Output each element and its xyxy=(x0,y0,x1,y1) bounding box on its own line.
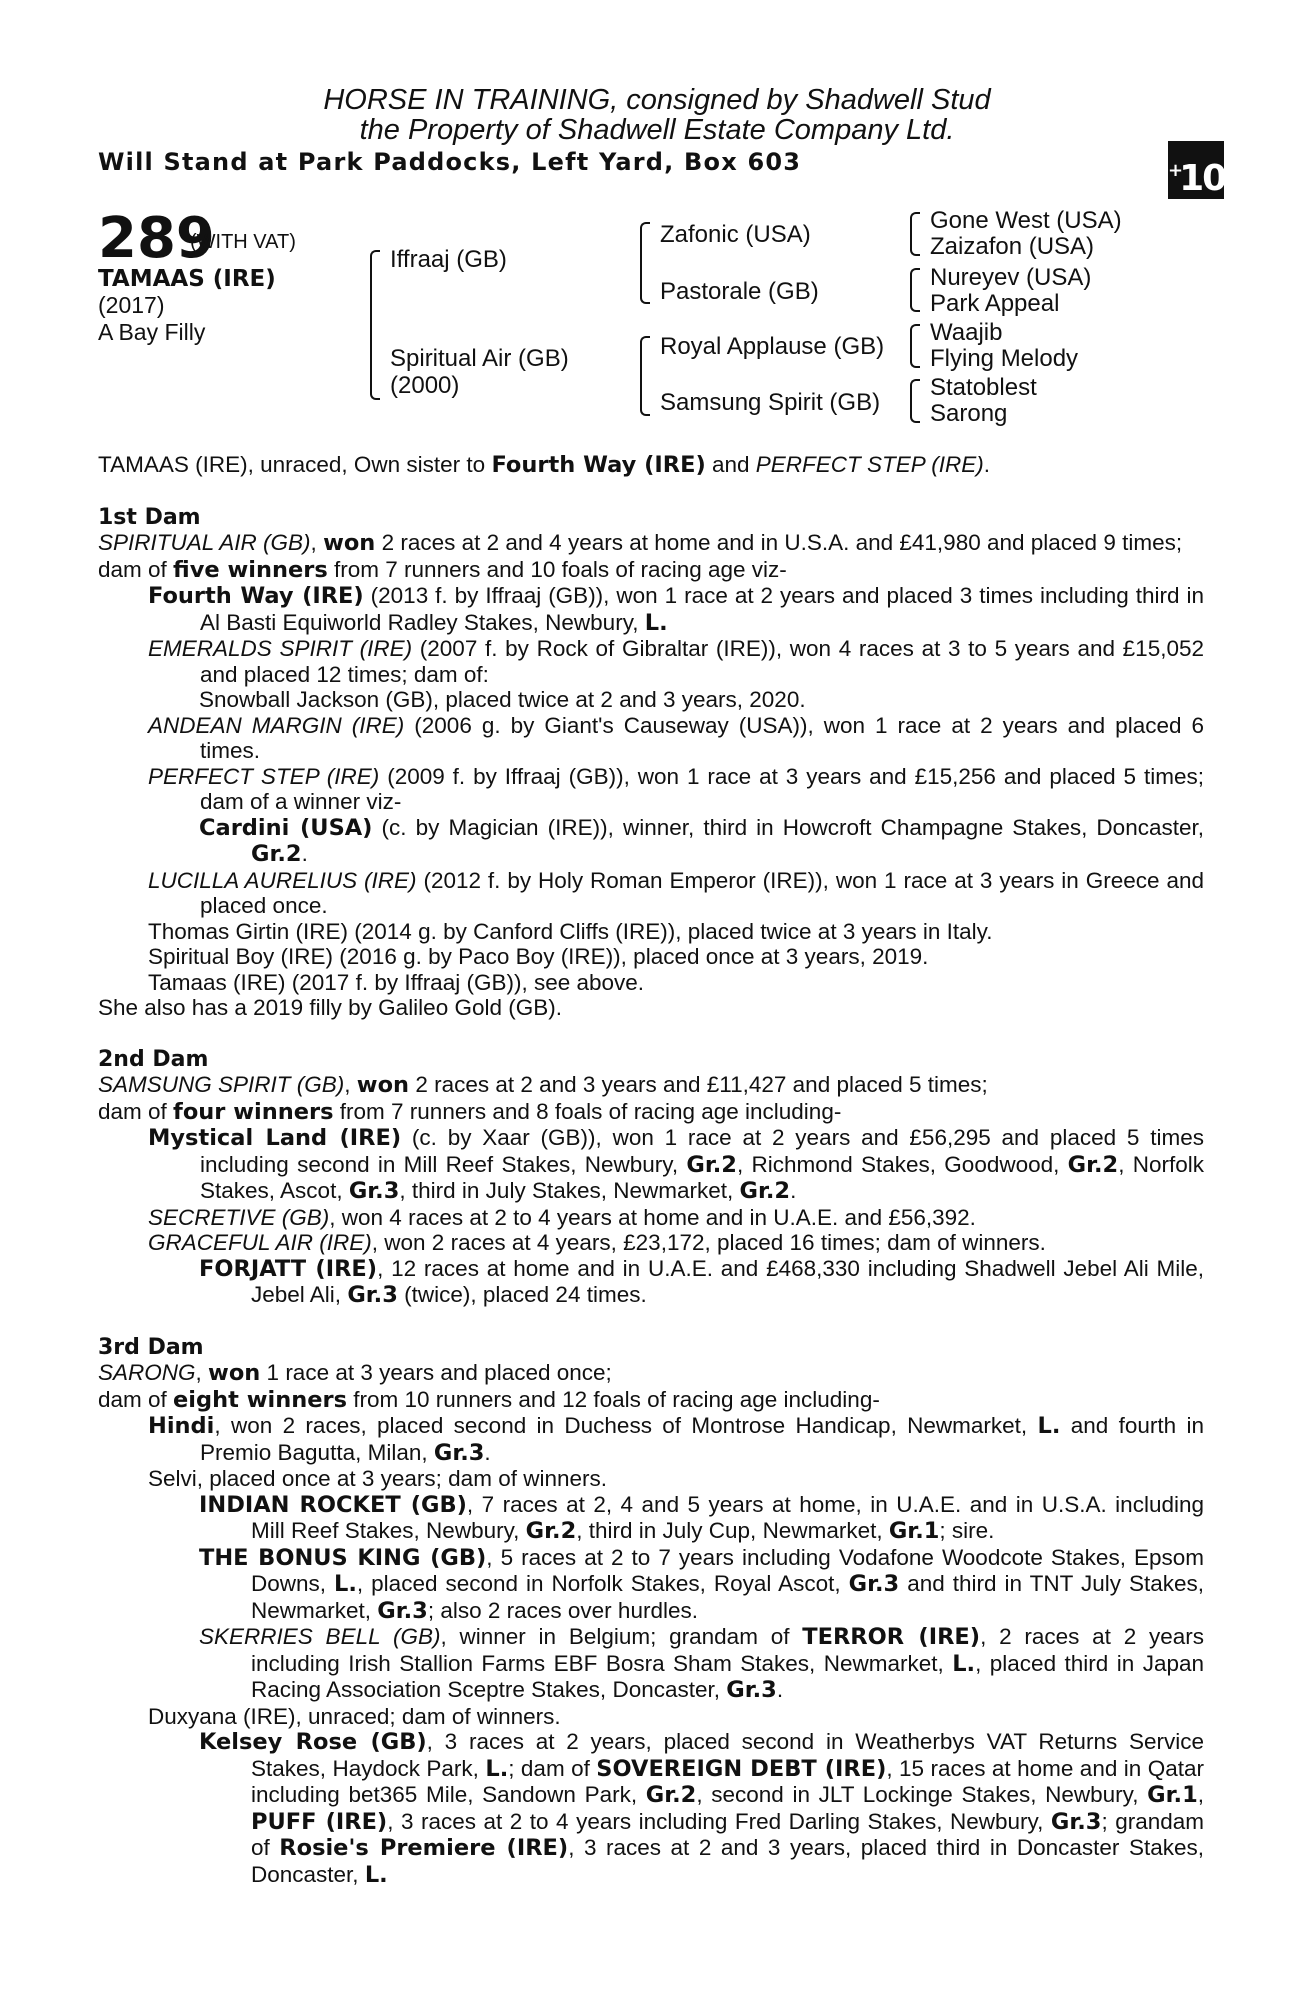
dam-summary: SARONG, won 1 race at 3 years and placed once; xyxy=(98,1360,612,1386)
produce-entry: SKERRIES BELL (GB), winner in Belgium; grandam of TERROR (IRE), 2 races at 2 years including Irish Stallion Farms EBF Bosra Sham Stakes, Newmarket, L., placed third in Japan Racing Association Sceptre Stakes, Doncaster, Gr.3. xyxy=(199,1624,1204,1703)
produce-entry: LUCILLA AURELIUS (IRE) (2012 f. by Holy Roman Emperor (IRE)), won 1 race at 3 years in Greece and placed once. xyxy=(148,867,1204,918)
horse-description: A Bay Filly xyxy=(98,319,206,345)
produce-entry: Thomas Girtin (IRE) (2014 g. by Canford Cliffs (IRE)), placed twice at 3 years in Italy. xyxy=(148,918,993,944)
pedigree-sdd: Park Appeal xyxy=(930,290,1060,317)
intro-paragraph: TAMAAS (IRE), unraced, Own sister to Fourth Way (IRE) and PERFECT STEP (IRE). xyxy=(98,452,990,478)
section-heading: 3rd Dam xyxy=(98,1334,204,1360)
produce-entry: THE BONUS KING (GB), 5 races at 2 to 7 years including Vodafone Woodcote Stakes, Epsom Downs, L., placed second in Norfolk Stakes, Royal Ascot, Gr.3 and third in TNT July Stakes, Newmarket, Gr.3; also 2 races over hurdles. xyxy=(199,1544,1205,1624)
dam-summary: SPIRITUAL AIR (GB), won 2 races at 2 and 4 years at home and in U.S.A. and £41,980 and placed 9 times; xyxy=(98,530,1183,556)
section-heading: 2nd Dam xyxy=(98,1046,209,1072)
first-dam-section xyxy=(98,505,1204,1021)
dam-produce-summary: dam of four winners from 7 runners and 8 foals of racing age including- xyxy=(98,1098,842,1125)
produce-entry: Cardini (USA) (c. by Magician (IRE)), winner, third in Howcroft Champagne Stakes, Doncaster, Gr.2. xyxy=(199,814,1204,867)
pedigree-sire: Iffraaj (GB) xyxy=(390,246,507,273)
section-heading: 1st Dam xyxy=(98,504,201,530)
produce-entry: Duxyana (IRE), unraced; dam of winners. xyxy=(148,1703,561,1729)
produce-entry: Spiritual Boy (IRE) (2016 g. by Paco Boy (IRE)), placed once at 3 years, 2019. xyxy=(148,944,929,969)
lot-number: 289 xyxy=(98,206,215,271)
produce-entry: Fourth Way (IRE) (2013 f. by Iffraaj (GB)), won 1 race at 2 years and placed 3 times including third in Al Basti Equiworld Radley Stakes, Newbury, L. xyxy=(148,583,1204,636)
produce-entry: Snowball Jackson (GB), placed twice at 2 and 3 years, 2020. xyxy=(199,687,806,712)
pedigree-sds: Nureyev (USA) xyxy=(930,264,1092,291)
produce-entry: FORJATT (IRE), 12 races at home and in U.A.E. and £468,330 including Shadwell Jebel Ali Mile, Jebel Ali, Gr.3 (twice), placed 24 times. xyxy=(199,1255,1204,1308)
produce-entry: INDIAN ROCKET (GB), 7 races at 2, 4 and 5 years at home, in U.A.E. and in U.S.A. including Mill Reef Stakes, Newbury, Gr.2, third in July Cup, Newmarket, Gr.1; sire. xyxy=(199,1491,1204,1544)
produce-entry: PERFECT STEP (IRE) (2009 f. by Iffraaj (GB)), won 1 race at 3 years and £15,256 and placed 5 times; dam of a winner viz- xyxy=(148,763,1204,814)
lot-badge xyxy=(1168,141,1224,199)
horse-year: (2017) xyxy=(98,292,165,318)
badge-plus: + xyxy=(1168,160,1182,181)
third-dam-section xyxy=(98,1335,1204,1889)
produce-entry: SECRETIVE (GB), won 4 races at 2 to 4 years at home and in U.A.E. and £56,392. xyxy=(148,1204,976,1230)
pedigree-dam-sire: Royal Applause (GB) xyxy=(660,333,885,360)
header-property: the Property of Shadwell Estate Company Ltd. xyxy=(359,114,955,146)
second-dam-section xyxy=(98,1047,1204,1309)
pedigree-dam-dam: Samsung Spirit (GB) xyxy=(660,389,881,416)
produce-entry: Hindi, won 2 races, placed second in Duchess of Montrose Handicap, Newmarket, L. and fourth in Premio Bagutta, Milan, Gr.3. xyxy=(148,1413,1204,1466)
pedigree-sire-dam: Pastorale (GB) xyxy=(660,278,819,305)
catalogue-body xyxy=(98,452,1204,1888)
produce-entry: ANDEAN MARGIN (IRE) (2006 g. by Giant's Causeway (USA)), won 1 race at 2 years and placed 6 times. xyxy=(148,712,1204,763)
dam-summary: SAMSUNG SPIRIT (GB), won 2 races at 2 and 3 years and £11,427 and placed 5 times; xyxy=(98,1072,988,1098)
pedigree-dam-year: (2000) xyxy=(390,372,460,399)
dam-produce-summary: dam of eight winners from 10 runners and 12 foals of racing age including- xyxy=(98,1386,880,1413)
header-consignor: HORSE IN TRAINING, consigned by Shadwell Stud xyxy=(323,84,991,116)
horse-name: TAMAAS (IRE) xyxy=(98,266,276,292)
pedigree-dss: Waajib xyxy=(930,319,1003,346)
pedigree-brace xyxy=(910,268,920,312)
pedigree-ddd: Sarong xyxy=(930,400,1008,427)
pedigree-dam: Spiritual Air (GB) xyxy=(390,345,569,372)
produce-entry: GRACEFUL AIR (IRE), won 2 races at 4 years, £23,172, placed 16 times; dam of winners. xyxy=(148,1230,1046,1255)
pedigree-brace xyxy=(640,336,650,416)
pedigree-dsd: Flying Melody xyxy=(930,345,1079,372)
pedigree-brace xyxy=(370,250,380,400)
dam-produce-summary: dam of five winners from 7 runners and 10 foals of racing age viz- xyxy=(98,556,787,583)
produce-entry: Tamaas (IRE) (2017 f. by Iffraaj (GB)), see above. xyxy=(148,969,645,995)
produce-entry: Selvi, placed once at 3 years; dam of winners. xyxy=(148,1466,607,1491)
pedigree-brace xyxy=(910,379,920,423)
lot-vat: (WITH VAT) xyxy=(190,231,296,253)
pedigree-brace xyxy=(640,222,650,304)
badge-number: 10 xyxy=(1179,158,1226,199)
pedigree-brace xyxy=(910,324,920,368)
pedigree-ssd: Zaizafon (USA) xyxy=(930,233,1095,260)
pedigree-sss: Gone West (USA) xyxy=(930,207,1122,234)
produce-entry: EMERALDS SPIRIT (IRE) (2007 f. by Rock of Gibraltar (IRE)), won 4 races at 3 to 5 years and £15,052 and placed 12 times; dam of: xyxy=(148,636,1204,687)
produce-note: She also has a 2019 filly by Galileo Gold (GB). xyxy=(98,995,562,1020)
pedigree-sire-sire: Zafonic (USA) xyxy=(660,221,811,248)
produce-entry: Mystical Land (IRE) (c. by Xaar (GB)), won 1 race at 2 years and £56,295 and placed 5 times including second in Mill Reef Stakes, Newbury, Gr.2, Richmond Stakes, Goodwood, Gr.2, Norfolk Stakes, Ascot, Gr.3, third in July Stakes, Newmarket, Gr.2. xyxy=(148,1125,1204,1204)
produce-entry: Kelsey Rose (GB), 3 races at 2 years, placed second in Weatherbys VAT Returns Service Stakes, Haydock Park, L.; dam of SOVEREIGN DEBT (IRE), 15 races at home and in Qatar including bet365 Mile, Sandown Park, Gr.2, second in JLT Lockinge Stakes, Newbury, Gr.1, PUFF (IRE), 3 races at 2 to 4 years including Fred Darling Stakes, Newbury, Gr.3; grandam of Rosie's Premiere (IRE), 3 races at 2 and 3 years, placed third in Doncaster Stakes, Doncaster, L. xyxy=(199,1729,1204,1888)
pedigree-brace xyxy=(910,212,920,256)
pedigree-dds: Statoblest xyxy=(930,374,1037,401)
header-stand-location: Will Stand at Park Paddocks, Left Yard, Box 603 xyxy=(98,148,802,176)
